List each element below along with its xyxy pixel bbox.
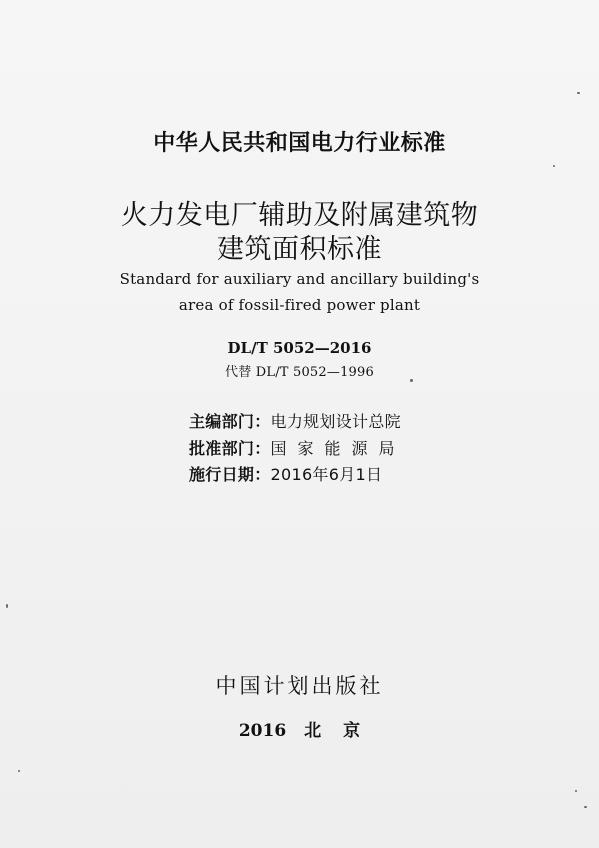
title-english-line1: Standard for auxiliary and ancillary building's [119, 270, 480, 288]
effective-date-label: 施行日期： [189, 465, 271, 484]
approval-department-row [189, 436, 406, 459]
title-chinese-line2: 建筑面积标准 [217, 234, 382, 265]
scan-speck [575, 790, 577, 792]
standard-series-heading: 中华人民共和国电力行业标准 [153, 131, 446, 156]
replaces-code: 代替 DL/T 5052—1996 [225, 365, 374, 380]
scan-speck [6, 604, 8, 608]
editor-department-row [189, 409, 401, 432]
publication-city-char-2: 京 [343, 721, 361, 741]
scan-speck [577, 92, 580, 94]
scan-speck [553, 165, 555, 167]
approval-department-label: 批准部门： [189, 439, 271, 458]
scan-speck [584, 806, 587, 808]
editor-department-label: 主编部门： [189, 412, 271, 431]
standard-code: DL/T 5052—2016 [227, 339, 372, 357]
publication-place [0, 716, 599, 741]
effective-date-row [189, 462, 382, 485]
editor-department-value: 电力规划设计总院 [270, 412, 401, 431]
publication-city-char-1: 北 [304, 721, 322, 741]
publication-year: 2016 [238, 721, 287, 741]
title-chinese-line1: 火力发电厂辅助及附属建筑物 [120, 200, 479, 231]
effective-date-value: 2016年6月1日 [270, 465, 383, 484]
approval-department-value: 国家能源局 [270, 439, 406, 458]
scan-speck [18, 770, 20, 772]
scan-speck [410, 379, 413, 382]
publisher-name: 中国计划出版社 [215, 674, 384, 698]
title-english-line2: area of fossil-fired power plant [178, 296, 421, 314]
